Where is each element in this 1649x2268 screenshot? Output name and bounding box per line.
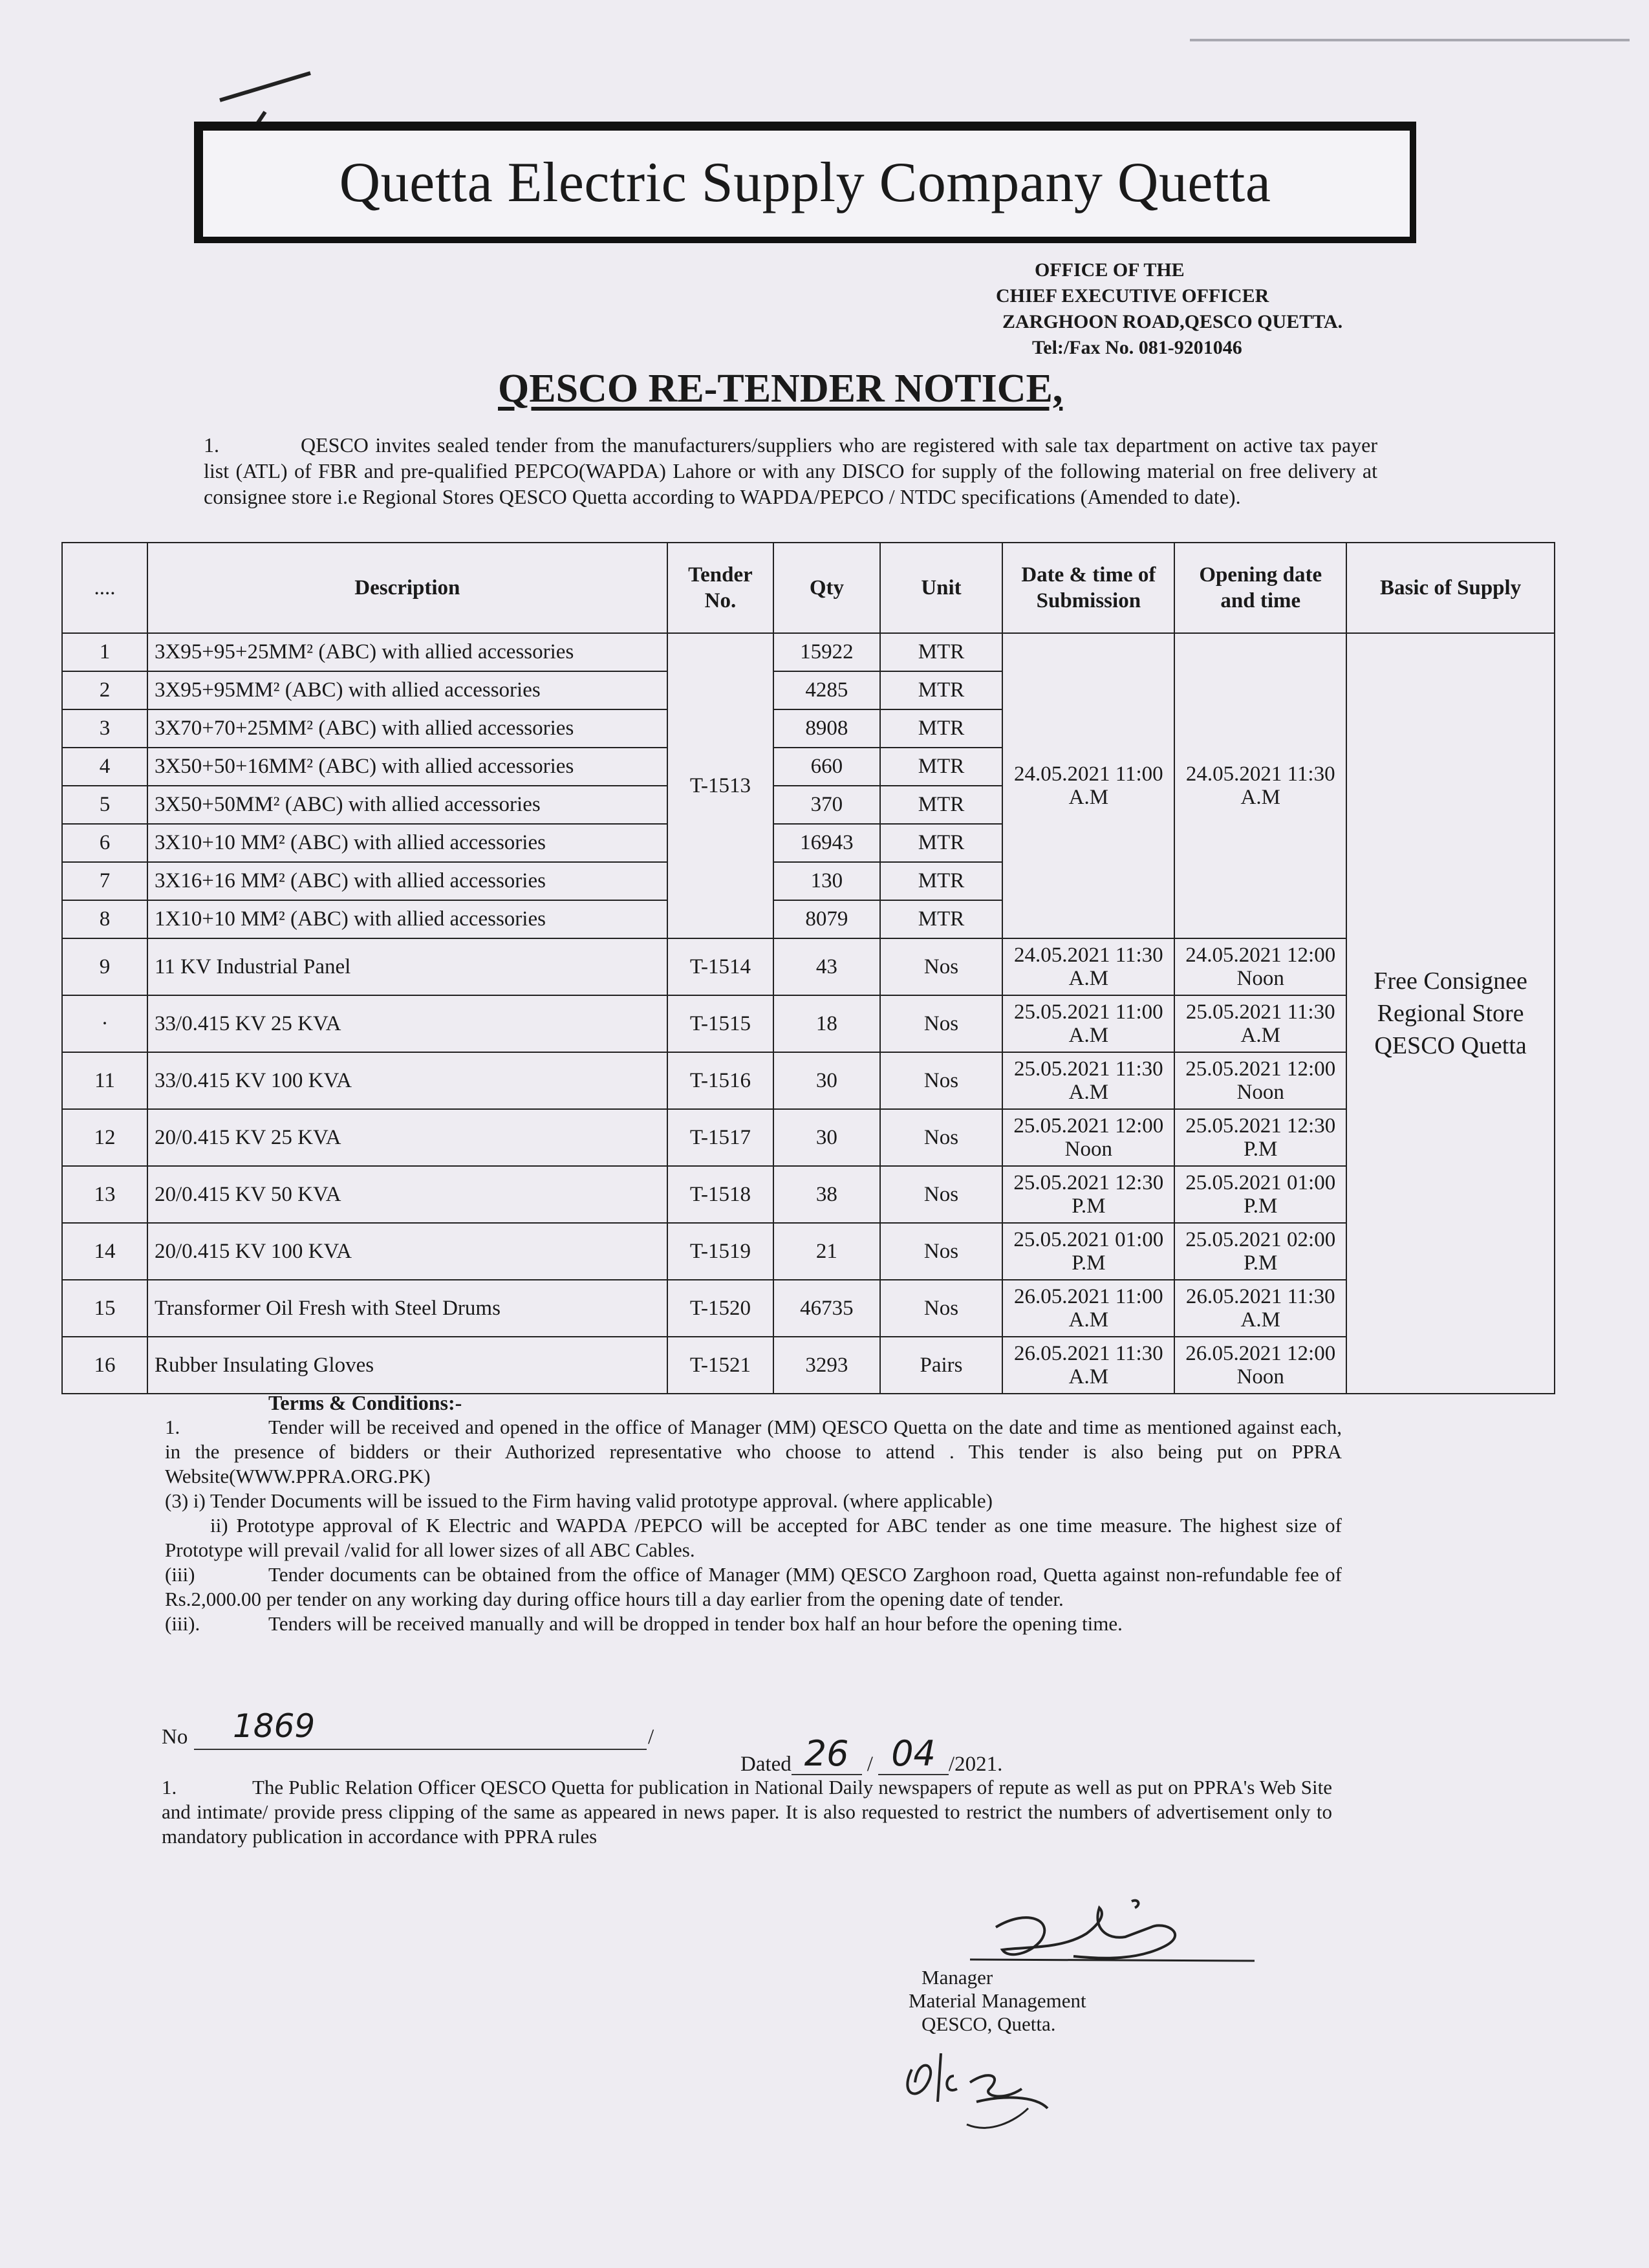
table-row: [62, 1337, 1555, 1394]
cell-opening: 26.05.2021 12:00 Noon: [1174, 1337, 1346, 1394]
cell-tender-no: T-1519: [667, 1223, 773, 1280]
cell-sn: ·: [62, 995, 147, 1052]
table-row: [62, 1280, 1555, 1337]
cell-qty: 15922: [773, 633, 879, 671]
cell-opening: 25.05.2021 01:00 P.M: [1174, 1166, 1346, 1223]
cell-sn: 12: [62, 1109, 147, 1166]
cell-sn: 7: [62, 862, 147, 900]
term-text: Tender Documents will be issued to the Firm having valid prototype approval. (where applicable): [210, 1489, 993, 1512]
cell-sn: 11: [62, 1052, 147, 1109]
header-sn: ....: [62, 543, 147, 633]
table-row: [62, 1109, 1555, 1166]
cell-unit: Pairs: [880, 1337, 1003, 1394]
signatory-line: Manager: [921, 1966, 993, 1989]
ref-no-slash: /: [648, 1725, 654, 1749]
cell-opening: 26.05.2021 11:30 A.M: [1174, 1280, 1346, 1337]
cell-unit: Nos: [880, 1166, 1003, 1223]
cell-description: Transformer Oil Fresh with Steel Drums: [147, 1280, 667, 1337]
cell-description: 20/0.415 KV 100 KVA: [147, 1223, 667, 1280]
office-address: [996, 257, 1342, 361]
cell-sn: 13: [62, 1166, 147, 1223]
cell-submission: 24.05.2021 11:00 A.M: [1002, 633, 1174, 938]
cell-unit: Nos: [880, 1280, 1003, 1337]
cell-sn: 15: [62, 1280, 147, 1337]
cell-unit: MTR: [880, 748, 1003, 786]
cell-sn: 5: [62, 786, 147, 824]
term-item: [165, 1415, 1342, 1489]
cell-opening: 24.05.2021 11:30 A.M: [1174, 633, 1346, 938]
term-text: Tender will be received and opened in the office of Manager (MM) QESCO Quetta on the date and time as mentioned against each, in the presence of bidders or their Authorized representative who choose to attend . This tender is also being put on PPRA Website(WWW.PPRA.ORG.PK): [165, 1416, 1342, 1487]
cell-sn: 2: [62, 671, 147, 709]
cell-basic-of-supply: Free Consignee Regional Store QESCO Quetta: [1346, 633, 1555, 1394]
cell-qty: 43: [773, 938, 879, 995]
cell-opening: 25.05.2021 12:00 Noon: [1174, 1052, 1346, 1109]
cell-submission: 25.05.2021 12:00 Noon: [1002, 1109, 1174, 1166]
dated-month: 04: [878, 1733, 949, 1775]
cell-description: 3X70+70+25MM² (ABC) with allied accessories: [147, 709, 667, 748]
cell-qty: 38: [773, 1166, 879, 1223]
cell-qty: 660: [773, 748, 879, 786]
table-row: [62, 1223, 1555, 1280]
cell-tender-no: T-1520: [667, 1280, 773, 1337]
cell-unit: Nos: [880, 938, 1003, 995]
term-label: (iii): [165, 1563, 195, 1586]
cell-sn: 3: [62, 709, 147, 748]
pr-note-text: The Public Relation Officer QESCO Quetta for publication in National Daily newspapers of repute as well as put on PPRA's Web Site and intimate/ provide press clipping of the same as appeared in news paper. It is also requested to restrict the numbers of advertisement only to mandatory publication in accordance with PPRA rules: [162, 1776, 1332, 1848]
cell-unit: Nos: [880, 995, 1003, 1052]
tender-table: [61, 542, 1555, 1394]
cell-qty: 3293: [773, 1337, 879, 1394]
cell-sn: 16: [62, 1337, 147, 1394]
cell-qty: 30: [773, 1052, 879, 1109]
header-submission: Date & time of Submission: [1002, 543, 1174, 633]
company-title: Quetta Electric Supply Company Quetta: [339, 151, 1271, 214]
cell-unit: MTR: [880, 709, 1003, 748]
cell-tender-no: T-1516: [667, 1052, 773, 1109]
cell-qty: 46735: [773, 1280, 879, 1337]
cell-tender-no: T-1521: [667, 1337, 773, 1394]
table-row: [62, 1052, 1555, 1109]
dated: Dated 26 / 04 /2021.: [740, 1733, 1003, 1776]
cell-qty: 18: [773, 995, 879, 1052]
cell-tender-no: T-1514: [667, 938, 773, 995]
cell-submission: 26.05.2021 11:30 A.M: [1002, 1337, 1174, 1394]
signatory-line: Material Management: [909, 1989, 1086, 2012]
cell-unit: Nos: [880, 1052, 1003, 1109]
ref-no-value: 1869: [233, 1707, 316, 1745]
table-header-row: [62, 543, 1555, 633]
cell-qty: 8079: [773, 900, 879, 938]
header-basic-of-supply: Basic of Supply: [1346, 543, 1555, 633]
office-line: OFFICE OF THE: [1035, 259, 1185, 281]
cell-tender-no: T-1513: [667, 633, 773, 938]
office-line: Tel:/Fax No. 081-9201046: [1032, 337, 1242, 358]
term-item: [165, 1612, 1342, 1636]
cell-description: 33/0.415 KV 25 KVA: [147, 995, 667, 1052]
cell-sn: 14: [62, 1223, 147, 1280]
ref-no-label: No: [162, 1725, 188, 1749]
cell-opening: 24.05.2021 12:00 Noon: [1174, 938, 1346, 995]
term-item: [165, 1562, 1342, 1612]
cell-sn: 8: [62, 900, 147, 938]
cell-qty: 370: [773, 786, 879, 824]
intro-paragraph: [204, 432, 1377, 510]
cell-description: 3X50+50MM² (ABC) with allied accessories: [147, 786, 667, 824]
dated-year: /2021.: [948, 1753, 1003, 1776]
term-text: Tenders will be received manually and will be dropped in tender box half an hour before the opening time.: [268, 1612, 1123, 1635]
cell-description: 11 KV Industrial Panel: [147, 938, 667, 995]
cell-sn: 4: [62, 748, 147, 786]
cell-submission: 26.05.2021 11:00 A.M: [1002, 1280, 1174, 1337]
dated-label: Dated: [740, 1753, 792, 1776]
cell-unit: MTR: [880, 671, 1003, 709]
ref-no-underline: [194, 1749, 647, 1750]
cell-qty: 30: [773, 1109, 879, 1166]
cell-tender-no: T-1517: [667, 1109, 773, 1166]
cell-unit: MTR: [880, 900, 1003, 938]
header-opening: Opening date and time: [1174, 543, 1346, 633]
intro-number: 1.: [204, 433, 219, 457]
header-tender-no: Tender No.: [667, 543, 773, 633]
term-label: (3) i): [165, 1489, 206, 1512]
term-text: Prototype approval of K Electric and WAPDA /PEPCO will be accepted for ABC tender as one time measure. The highest size of Prototype will prevail /valid for all lower sizes of all ABC Cables.: [165, 1514, 1342, 1561]
reference-line: [162, 1707, 1390, 1776]
term-label: (iii).: [165, 1612, 200, 1635]
term-item: [165, 1513, 1342, 1562]
table-row: [62, 633, 1555, 671]
term-label: ii): [210, 1514, 228, 1537]
cell-tender-no: T-1515: [667, 995, 773, 1052]
cell-sn: 6: [62, 824, 147, 862]
cell-qty: 16943: [773, 824, 879, 862]
cell-description: Rubber Insulating Gloves: [147, 1337, 667, 1394]
signatory-block: [909, 1966, 1086, 2036]
cell-qty: 4285: [773, 671, 879, 709]
cell-description: 3X95+95MM² (ABC) with allied accessories: [147, 671, 667, 709]
cell-description: 3X50+50+16MM² (ABC) with allied accessories: [147, 748, 667, 786]
header-description: Description: [147, 543, 667, 633]
intro-text: QESCO invites sealed tender from the manufacturers/suppliers who are registered with sale tax department on active tax payer list (ATL) of FBR and pre-qualified PEPCO(WAPDA) Lahore or with any DISCO for supply of the following material on free delivery at consignee store i.e Regional Stores QESCO Quetta according to WAPDA/PEPCO / NTDC specifications (Amended to date).: [204, 433, 1377, 508]
cell-submission: 25.05.2021 11:30 A.M: [1002, 1052, 1174, 1109]
dated-day: 26: [792, 1733, 862, 1775]
cell-unit: MTR: [880, 633, 1003, 671]
cell-qty: 21: [773, 1223, 879, 1280]
cell-description: 33/0.415 KV 100 KVA: [147, 1052, 667, 1109]
office-line: ZARGHOON ROAD,QESCO QUETTA.: [1002, 311, 1343, 332]
cell-unit: Nos: [880, 1223, 1003, 1280]
cell-unit: Nos: [880, 1109, 1003, 1166]
cell-opening: 25.05.2021 12:30 P.M: [1174, 1109, 1346, 1166]
terms-heading: Terms & Conditions:-: [268, 1391, 462, 1414]
term-label: 1.: [165, 1416, 180, 1438]
signatory-line: QESCO, Quetta.: [921, 2013, 1056, 2035]
cell-submission: 25.05.2021 11:00 A.M: [1002, 995, 1174, 1052]
cell-opening: 25.05.2021 11:30 A.M: [1174, 995, 1346, 1052]
pr-note-label: 1.: [162, 1776, 177, 1798]
cell-description: 20/0.415 KV 25 KVA: [147, 1109, 667, 1166]
cell-description: 3X10+10 MM² (ABC) with allied accessories: [147, 824, 667, 862]
cell-unit: MTR: [880, 786, 1003, 824]
cell-tender-no: T-1518: [667, 1166, 773, 1223]
cell-qty: 8908: [773, 709, 879, 748]
terms-section: [165, 1390, 1342, 1636]
term-item: [165, 1489, 1342, 1513]
cell-submission: 25.05.2021 01:00 P.M: [1002, 1223, 1174, 1280]
cell-description: 3X95+95+25MM² (ABC) with allied accessories: [147, 633, 667, 671]
office-line: CHIEF EXECUTIVE OFFICER: [996, 285, 1269, 307]
pr-note: [162, 1775, 1332, 1849]
cell-sn: 1: [62, 633, 147, 671]
cell-description: 3X16+16 MM² (ABC) with allied accessories: [147, 862, 667, 900]
cell-unit: MTR: [880, 824, 1003, 862]
table-row: [62, 938, 1555, 995]
cell-submission: 24.05.2021 11:30 A.M: [1002, 938, 1174, 995]
cell-description: 1X10+10 MM² (ABC) with allied accessories: [147, 900, 667, 938]
term-text: Tender documents can be obtained from the office of Manager (MM) QESCO Zarghoon road, Quetta against non-refundable fee of Rs.2,000.00 per tender on any working day during office hours till a day earlier from the opening date of tender.: [165, 1563, 1342, 1610]
cell-qty: 130: [773, 862, 879, 900]
table-row: [62, 1166, 1555, 1223]
cell-submission: 25.05.2021 12:30 P.M: [1002, 1166, 1174, 1223]
header-unit: Unit: [880, 543, 1003, 633]
table-row: [62, 995, 1555, 1052]
notice-heading: QESCO RE-TENDER NOTICE,: [498, 367, 1063, 411]
cell-description: 20/0.415 KV 50 KVA: [147, 1166, 667, 1223]
cell-unit: MTR: [880, 862, 1003, 900]
cell-opening: 25.05.2021 02:00 P.M: [1174, 1223, 1346, 1280]
company-title-box: [194, 122, 1416, 243]
scan-edge-mark: [1190, 39, 1630, 48]
cell-sn: 9: [62, 938, 147, 995]
header-qty: Qty: [773, 543, 879, 633]
